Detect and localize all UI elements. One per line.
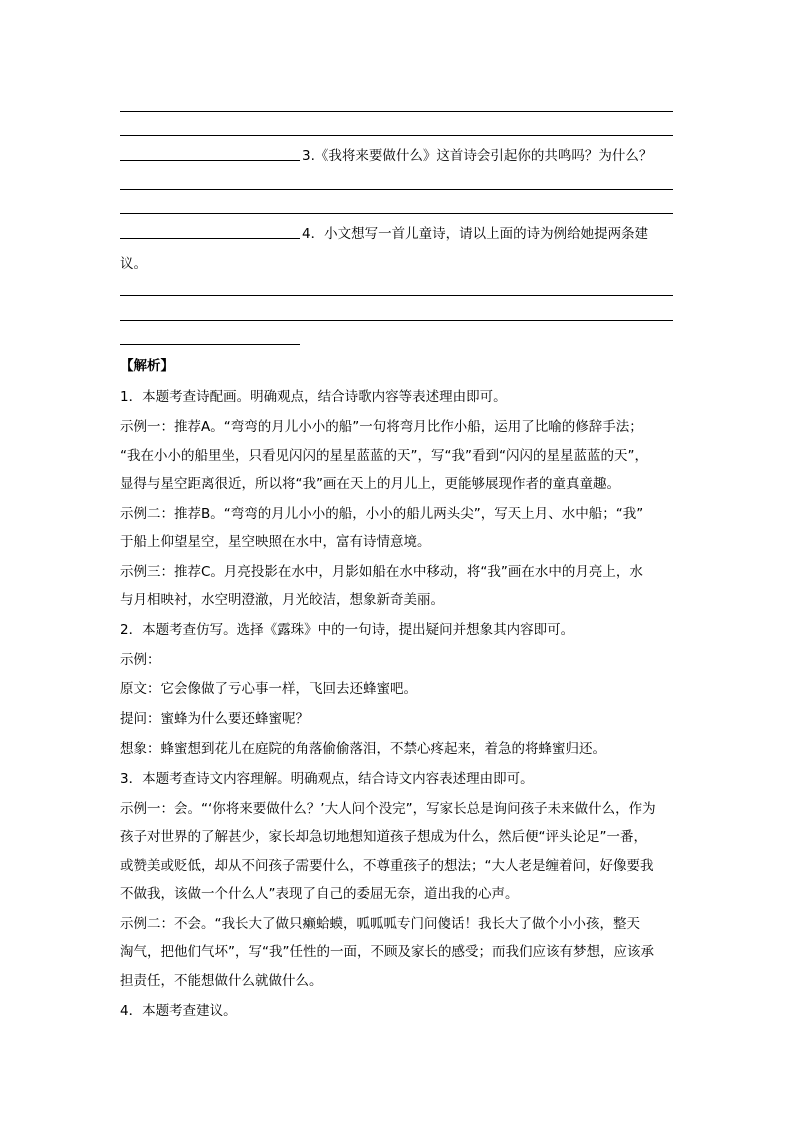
answer-line xyxy=(120,189,673,190)
analysis-line: 显得与星空距离很近，所以将“我”画在天上的月儿上，更能够展现作者的童真童趣。 xyxy=(120,476,620,492)
analysis-line: 原文：它会像做了亏心事一样，飞回去还蜂蜜吧。 xyxy=(120,681,417,697)
answer-line xyxy=(120,320,673,321)
answer-line xyxy=(120,238,300,239)
answer-line xyxy=(120,111,673,112)
analysis-line: 孩子对世界的了解甚少，家长却急切地想知道孩子想成为什么，然后便“评头论足”一番， xyxy=(120,829,647,845)
analysis-line: 或赞美或贬低，却从不问孩子需要什么，不尊重孩子的想法；“大人老是缠着问，好像要我 xyxy=(120,858,654,874)
analysis-line: 想象：蜂蜜想到花儿在庭院的角落偷偷落泪，不禁心疼起来，着急的将蜂蜜归还。 xyxy=(120,741,606,757)
answer-line xyxy=(120,213,673,214)
question-4: 4．小文想写一首儿童诗，请以上面的诗为例给她提两条建 xyxy=(302,226,649,242)
analysis-line: “我在小小的船里坐，只看见闪闪的星星蓝蓝的天”，写“我”看到“闪闪的星星蓝蓝的天”， xyxy=(120,448,648,464)
answer-line xyxy=(120,344,300,345)
answer-line xyxy=(120,160,300,161)
analysis-line: 4．本题考查建议。 xyxy=(120,1003,237,1019)
analysis-line: 3．本题考查诗文内容理解。明确观点，结合诗文内容表述理由即可。 xyxy=(120,771,534,787)
analysis-line: 示例二：不会。“我长大了做只癞蛤蟆，呱呱呱专门问傻话！我长大了做个小小孩，整天 xyxy=(120,916,640,932)
analysis-line: 不做我，该做一个什么人”表现了自己的委屈无奈，道出我的心声。 xyxy=(120,886,519,902)
analysis-line: 示例： xyxy=(120,652,161,668)
analysis-heading: 【解析】 xyxy=(120,358,174,374)
analysis-line: 提问：蜜蜂为什么要还蜂蜜呢？ xyxy=(120,711,309,727)
analysis-line: 示例三：推荐C。月亮投影在水中，月影如船在水中移动，将“我”画在水中的月亮上，水 xyxy=(120,564,643,580)
analysis-line: 2．本题考查仿写。选择《露珠》中的一句诗，提出疑问并想象其内容即可。 xyxy=(120,622,575,638)
analysis-line: 示例一：推荐A。“弯弯的月儿小小的船”一句将弯月比作小船，运用了比喻的修辞手法； xyxy=(120,419,643,435)
analysis-line: 示例一：会。“‘你将来要做什么？’大人问个没完”，写家长总是询问孩子未来做什么，作为 xyxy=(120,801,656,817)
question-3: 3.《我将来要做什么》这首诗会引起你的共鸣吗？为什么？ xyxy=(302,148,653,164)
analysis-line: 1．本题考查诗配画。明确观点，结合诗歌内容等表述理由即可。 xyxy=(120,389,507,405)
answer-line xyxy=(120,135,673,136)
analysis-line: 于船上仰望星空，星空映照在水中，富有诗情意境。 xyxy=(120,534,431,550)
analysis-line: 担责任，不能想做什么就做什么。 xyxy=(120,973,323,989)
analysis-line: 淘气，把他们气坏”，写“我”任性的一面，不顾及家长的感受；而我们应该有梦想，应该承 xyxy=(120,944,654,960)
analysis-line: 与月相映衬，水空明澄澈，月光皎洁，想象新奇美丽。 xyxy=(120,592,444,608)
answer-line xyxy=(120,295,673,296)
question-4-continued: 议。 xyxy=(120,256,147,272)
analysis-line: 示例二：推荐B。“弯弯的月儿小小的船，小小的船儿两头尖”，写天上月、水中船；“我” xyxy=(120,506,644,522)
